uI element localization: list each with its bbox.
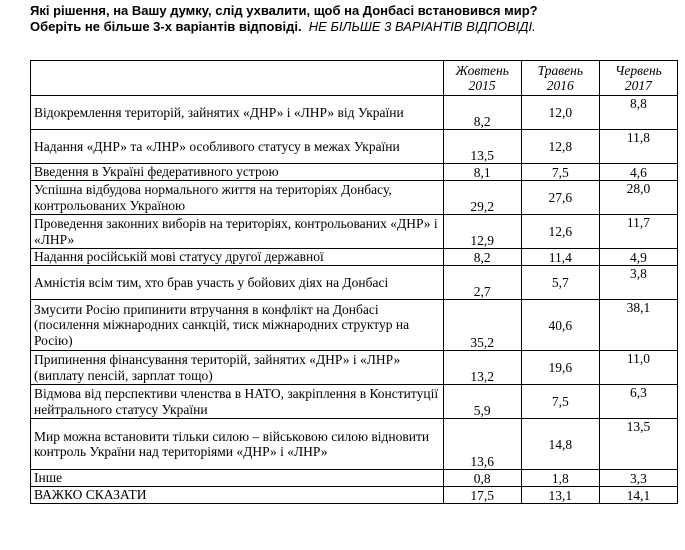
answer-value: 0,8 [443, 470, 521, 487]
answer-value: 40,6 [521, 300, 599, 351]
table-row [31, 96, 678, 130]
answer-value: 12,8 [521, 130, 599, 164]
answer-value: 38,1 [599, 300, 677, 351]
answer-value: 7,5 [521, 164, 599, 181]
answer-value: 17,5 [443, 487, 521, 504]
table-row [31, 487, 678, 504]
answer-value: 8,2 [443, 249, 521, 266]
table-row [31, 164, 678, 181]
answer-value: 13,1 [521, 487, 599, 504]
answer-label: Мир можна встановити тільки силою – військовою силою відновити контроль України над територіями «ДНР» і «ЛНР» [31, 419, 444, 470]
answer-label: Змусити Росію припинити втручання в конфлікт на Донбасі (посилення міжнародних санкцій, тиск міжнародних структур на Росію) [31, 300, 444, 351]
answer-value: 11,0 [599, 351, 677, 385]
instruction-text: Оберіть не більше 3-х варіантів відповіді. [30, 19, 302, 34]
answer-value: 8,2 [443, 96, 521, 130]
answer-value: 28,0 [599, 181, 677, 215]
answer-value: 12,9 [443, 215, 521, 249]
table-row [31, 470, 678, 487]
answer-value: 3,3 [599, 470, 677, 487]
answer-value: 1,8 [521, 470, 599, 487]
question-title: Які рішення, на Вашу думку, слід ухвалити, щоб на Донбасі встановився мир? [30, 3, 538, 18]
table-row [31, 130, 678, 164]
answer-value: 14,8 [521, 419, 599, 470]
answer-label: Відокремлення територій, зайнятих «ДНР» і «ЛНР» від України [31, 96, 444, 130]
table-row [31, 385, 678, 419]
answer-value: 13,6 [443, 419, 521, 470]
answer-label: Успішна відбудова нормального життя на територіях Донбасу, контрольованих Україною [31, 181, 444, 215]
answer-value: 35,2 [443, 300, 521, 351]
answer-value: 6,3 [599, 385, 677, 419]
answer-value: 3,8 [599, 266, 677, 300]
table-header-row [31, 61, 678, 96]
answer-value: 2,7 [443, 266, 521, 300]
answer-value: 27,6 [521, 181, 599, 215]
answer-value: 13,5 [599, 419, 677, 470]
answer-value: 14,1 [599, 487, 677, 504]
answer-value: 12,0 [521, 96, 599, 130]
answer-value: 11,8 [599, 130, 677, 164]
answer-value: 4,9 [599, 249, 677, 266]
answer-value: 13,2 [443, 351, 521, 385]
answer-label: Амністія всім тим, хто брав участь у бойових діях на Донбасі [31, 266, 444, 300]
answer-value: 19,6 [521, 351, 599, 385]
table-row [31, 215, 678, 249]
table-row [31, 351, 678, 385]
answer-value: 29,2 [443, 181, 521, 215]
answer-value: 8,1 [443, 164, 521, 181]
instruction-italic: НЕ БІЛЬШЕ 3 ВАРІАНТІВ ВІДПОВІДІ. [308, 19, 536, 34]
table-row [31, 249, 678, 266]
answer-value: 12,6 [521, 215, 599, 249]
answer-label: Припинення фінансування територій, зайнятих «ДНР» і «ЛНР» (виплату пенсій, зарплат тощо) [31, 351, 444, 385]
answer-value: 8,8 [599, 96, 677, 130]
answer-value: 11,7 [599, 215, 677, 249]
header-may-2016: Травень 2016 [521, 61, 599, 96]
results-table [30, 60, 678, 504]
survey-question [30, 3, 680, 35]
answer-value: 5,7 [521, 266, 599, 300]
table-row [31, 300, 678, 351]
header-jun-2017: Червень 2017 [599, 61, 677, 96]
table-row [31, 181, 678, 215]
answer-value: 4,6 [599, 164, 677, 181]
answer-value: 13,5 [443, 130, 521, 164]
answer-label: ВАЖКО СКАЗАТИ [31, 487, 444, 504]
answer-label: Відмова від перспективи членства в НАТО, закріплення в Конституції нейтрального статусу України [31, 385, 444, 419]
header-oct-2015: Жовтень 2015 [443, 61, 521, 96]
answer-label: Введення в Україні федеративного устрою [31, 164, 444, 181]
header-empty-cell [31, 61, 444, 96]
answer-label: Інше [31, 470, 444, 487]
answer-value: 11,4 [521, 249, 599, 266]
table-row [31, 266, 678, 300]
answer-label: Надання російській мові статусу другої державної [31, 249, 444, 266]
question-instruction [30, 19, 680, 35]
answer-value: 7,5 [521, 385, 599, 419]
answer-value: 5,9 [443, 385, 521, 419]
table-row [31, 419, 678, 470]
answer-label: Надання «ДНР» та «ЛНР» особливого статусу в межах України [31, 130, 444, 164]
answer-label: Проведення законних виборів на територіях, контрольованих «ДНР» і «ЛНР» [31, 215, 444, 249]
